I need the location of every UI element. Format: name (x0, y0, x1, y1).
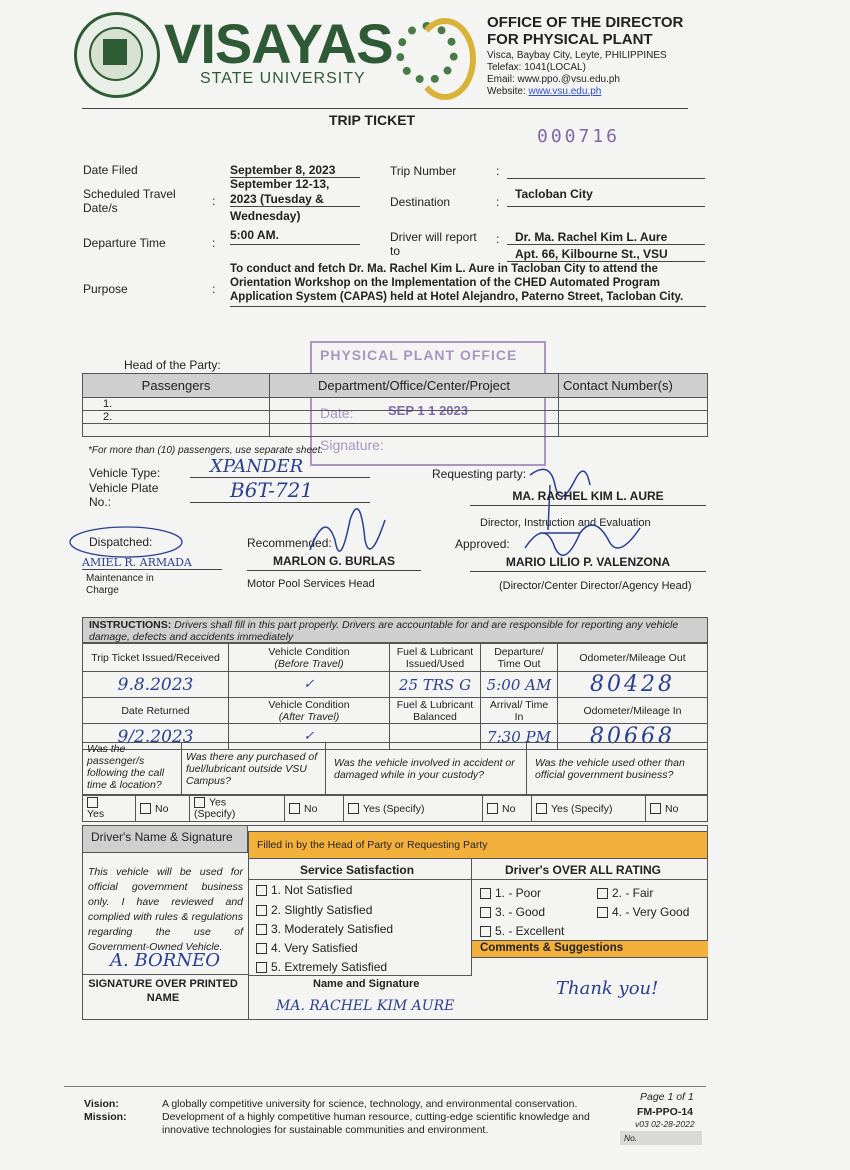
rating-item[interactable] (480, 924, 564, 938)
form-title: TRIP TICKET (329, 112, 416, 128)
vehicle-type-label: Vehicle Type: (89, 466, 161, 480)
rating-item[interactable] (597, 905, 689, 919)
satisfaction-item[interactable] (256, 922, 393, 936)
comments-bar: Comments & Suggestions (472, 940, 708, 958)
office-website-link[interactable]: www.vsu.edu.ph (528, 86, 602, 97)
purpose-value: To conduct and fetch Dr. Ma. Rachel Kim L. Aure in Tacloban City to attend the Orientation Workshop on the Implementation of the CHED Automated Program Application System (CAPAS) held at Hotel Alejandro, Paterno Street, Tacloban City. (230, 262, 706, 307)
answer-label: No (502, 802, 516, 815)
satisfaction-label: 4. Very Satisfied (271, 941, 358, 955)
instructions-label: INSTRUCTIONS: (89, 619, 172, 631)
answer-q4-yes[interactable] (532, 796, 646, 822)
travel-log-table (82, 643, 708, 750)
table-row (83, 424, 708, 437)
form-code: FM-PPO-14 (637, 1106, 694, 1118)
answer-label: Yes (Specify) (363, 802, 425, 815)
office-email: Email: www.ppo.@vsu.edu.ph (487, 74, 620, 85)
scheduled-travel-line1: September 12-13, (230, 177, 330, 191)
dispatched-signature: AMIEL R. ARMADA (82, 556, 222, 570)
v-arrival: 7:30 PM (481, 724, 558, 750)
answer-q3-no[interactable] (483, 796, 532, 822)
satisfaction-label: 1. Not Satisfied (271, 883, 353, 897)
office-address: Visca, Baybay City, Leyte, PHILIPPINES (487, 50, 667, 61)
checkbox-icon (289, 803, 300, 814)
footer-rule (64, 1086, 706, 1087)
stamp-title: PHYSICAL PLANT OFFICE (320, 347, 518, 363)
answers-table (82, 795, 708, 822)
office-telefax: Telefax: 1041(LOCAL) (487, 62, 586, 73)
checkbox-icon (256, 943, 267, 954)
satisfaction-rule (248, 879, 708, 880)
col-department: Department/Office/Center/Project (270, 374, 559, 398)
answer-q1-yes[interactable] (83, 796, 136, 822)
name-sig-rule (248, 975, 472, 976)
checkbox-icon (140, 803, 151, 814)
passenger-row-num: 2. (83, 411, 270, 424)
passengers-note: *For more than (10) passengers, use separate sheet. (88, 445, 324, 456)
rating-item[interactable] (480, 905, 545, 919)
question-purchase: Was there any purchased of fuel/lubricant outside VSU Campus? (182, 743, 326, 795)
table-cell (270, 411, 559, 424)
h-cond-before (229, 644, 390, 672)
question-calltime: Was the passenger/s following the call time & location? (83, 743, 182, 795)
rating-label: 5. - Excellent (495, 924, 565, 938)
vehicle-plate-value: B6T-721 (190, 478, 370, 503)
departure-label: Departure Time (83, 236, 166, 250)
scheduled-travel-label: Scheduled Travel Date/s (83, 187, 176, 215)
approved-name: MARIO LILIO P. VALENZONA (470, 555, 706, 572)
comments-value: Thank you! (556, 978, 659, 999)
v-cond-after: ✓ (229, 724, 390, 750)
vehicle-type-value: XPANDER (190, 456, 370, 478)
scheduled-travel-line3: Wednesday) (230, 209, 301, 223)
h-cond-after (229, 698, 390, 724)
destination-colon: : (496, 195, 500, 209)
university-seal (74, 12, 160, 98)
checkbox-icon (480, 907, 491, 918)
h-ticket: Trip Ticket Issued/Received (83, 644, 229, 672)
header-rule (82, 108, 688, 109)
office-title-line1: OFFICE OF THE DIRECTOR (487, 14, 684, 31)
instructions-text: Drivers shall fill in this part properly. Drivers are accountable for and are responsible for reporting any vehicle damage, defects and accidents immediately (89, 619, 679, 643)
answer-label: No (665, 802, 679, 815)
recommended-title: Motor Pool Services Head (247, 578, 375, 590)
satisfaction-label: 3. Moderately Satisfied (271, 922, 394, 936)
checkbox-icon (256, 924, 267, 935)
trip-number-colon: : (496, 164, 500, 178)
satisfaction-item[interactable] (256, 960, 387, 974)
office-website-row (487, 86, 601, 97)
checkbox-icon (256, 905, 267, 916)
stamp-signature-label: Signature: (320, 437, 384, 453)
answer-q2-no[interactable] (285, 796, 344, 822)
destination-value: Tacloban City (507, 187, 705, 207)
answer-label: No (304, 802, 318, 815)
satisfaction-item[interactable] (256, 941, 358, 955)
date-filed-label: Date Filed (83, 163, 138, 177)
table-row (83, 398, 708, 411)
table-cell (559, 411, 708, 424)
driver-header: Driver's Name & Signature (82, 825, 248, 853)
trip-number-label: Trip Number (390, 164, 457, 178)
answer-label: Yes (87, 807, 105, 820)
head-filled-bar: Filled in by the Head of Party or Requesting Party (248, 831, 708, 859)
answer-label: Yes (Specify) (551, 802, 613, 815)
satisfaction-label: 5. Extremely Satisfied (271, 960, 388, 974)
ticket-number: 000716 (537, 126, 621, 147)
h-returned: Date Returned (83, 698, 229, 724)
page-number: Page 1 of 1 (640, 1091, 694, 1103)
requesting-name: MA. RACHEL KIM L. AURE (470, 489, 706, 506)
university-wordmark-sub: STATE UNIVERSITY (200, 70, 366, 87)
satisfaction-title: Service Satisfaction (300, 863, 415, 877)
requesting-title: Director, Instruction and Evaluation (480, 517, 651, 529)
checkbox-icon (256, 962, 267, 973)
table-cell (270, 424, 559, 437)
v-departure: 5:00 AM (481, 672, 558, 698)
footer-no-label: No. (624, 1133, 638, 1143)
rating-item[interactable] (597, 886, 653, 900)
maintenance-label: Maintenance in Charge (86, 573, 154, 596)
passenger-row-num: 1. (83, 398, 270, 411)
checkbox-icon (194, 797, 205, 808)
h-cond-before-title: Vehicle Condition (268, 645, 350, 658)
rating-title: Driver's OVER ALL RATING (505, 863, 661, 877)
office-title-line2: FOR PHYSICAL PLANT (487, 31, 653, 48)
v-cond-before: ✓ (229, 672, 390, 698)
driver-statement: This vehicle will be used for official government business only. I have reviewed and complied with rules & regulations regarding the use of Government-Owned Vehicle. (88, 866, 243, 953)
stamp-date: SEP 1 1 2023 (388, 403, 468, 418)
rating-label: 3. - Good (495, 905, 546, 919)
h-cond-after-sub: (After Travel) (278, 710, 340, 723)
scheduled-travel-colon: : (212, 194, 216, 208)
trip-number-value (507, 163, 705, 179)
report-label: Driver will report to (390, 230, 477, 258)
h-cond-after-title: Vehicle Condition (268, 698, 350, 711)
answer-label: Yes (209, 796, 227, 809)
vision-label: Vision: (84, 1098, 119, 1110)
date-filed-value: September 8, 2023 (230, 163, 360, 178)
satisfaction-label: 2. Slightly Satisfied (271, 903, 373, 917)
rating-label: 2. - Fair (612, 886, 654, 900)
answer-q2-yes[interactable]: Yes (Specify) (190, 796, 285, 822)
h-fuel-balanced: Fuel & Lubricant Balanced (390, 698, 481, 724)
dispatched-label: Dispatched: (89, 535, 153, 549)
v-fuel-issued: 25 TRS G (390, 672, 481, 698)
approved-label: Approved: (455, 537, 510, 551)
purpose-label: Purpose (83, 282, 128, 296)
destination-label: Destination (390, 195, 451, 209)
h-odo-out: Odometer/Mileage Out (558, 644, 708, 672)
table-row (83, 411, 708, 424)
v-odo-out: 80428 (558, 672, 708, 698)
university-wordmark: VISAYAS (164, 12, 393, 75)
question-accident: Was the vehicle involved in accident or damaged while in your custody? (326, 743, 527, 795)
passengers-table (82, 373, 708, 437)
departure-value: 5:00 AM. (230, 228, 360, 245)
report-value-line2: Apt. 66, Kilbourne St., VSU (507, 247, 705, 262)
report-colon: : (496, 232, 500, 246)
answer-label: No (155, 802, 169, 815)
checkbox-icon (597, 907, 608, 918)
checkbox-icon (480, 926, 491, 937)
ppo-logo (392, 14, 470, 92)
head-of-party-label: Head of the Party: (124, 358, 221, 372)
dispatched-circle (66, 524, 186, 560)
col-passengers: Passengers (83, 374, 270, 398)
h-fuel-issued: Fuel & Lubricant Issued/Used (390, 644, 481, 672)
recommended-label: Recommended: (247, 536, 332, 550)
checkbox-icon (597, 888, 608, 899)
mission-label: Mission: (84, 1111, 127, 1123)
h-odo-in: Odometer/Mileage In (558, 698, 708, 724)
form-version: v03 02-28-2022 (635, 1119, 695, 1129)
driver-sig-rule (82, 974, 248, 975)
table-cell (270, 398, 559, 411)
checkbox-icon (487, 803, 498, 814)
checkbox-icon (536, 803, 547, 814)
answer-q1-no[interactable] (136, 796, 190, 822)
satisfaction-item[interactable] (256, 903, 372, 917)
approved-title: (Director/Center Director/Agency Head) (499, 580, 692, 592)
answer-q4-no[interactable] (646, 796, 708, 822)
checkbox-icon (348, 803, 359, 814)
departure-colon: : (212, 236, 216, 250)
table-cell (559, 398, 708, 411)
questions-table (82, 742, 708, 795)
checkbox-icon (650, 803, 661, 814)
checkbox-icon (480, 888, 491, 899)
stamp-date-label: Date: (320, 405, 354, 421)
h-arrival: Arrival/ Time In (481, 698, 558, 724)
rating-item[interactable] (480, 886, 541, 900)
recommended-name: MARLON G. BURLAS (247, 554, 421, 571)
office-website-label: Website: (487, 86, 529, 97)
scheduled-travel-line2: 2023 (Tuesday & (230, 192, 360, 207)
report-value-line1: Dr. Ma. Rachel Kim L. Aure (507, 230, 705, 245)
table-cell (559, 424, 708, 437)
driver-sig-footer: SIGNATURE OVER PRINTED NAME (88, 978, 238, 1004)
v-returned: 9/2.2023 (83, 724, 229, 750)
instructions-bar (82, 617, 708, 643)
v-odo-in: 80668 (558, 724, 708, 750)
satisfaction-item[interactable] (256, 883, 352, 897)
col-contact: Contact Number(s) (559, 374, 708, 398)
rating-label: 4. - Very Good (612, 905, 690, 919)
answer-q3-yes[interactable] (344, 796, 483, 822)
question-unofficial-use: Was the vehicle used other than official government business? (527, 743, 708, 795)
h-cond-before-sub: (Before Travel) (274, 657, 344, 670)
requesting-party-label: Requesting party: (432, 467, 527, 481)
rating-label: 1. - Poor (495, 886, 542, 900)
purpose-colon: : (212, 282, 216, 296)
vehicle-plate-label: Vehicle Plate No.: (89, 481, 159, 509)
vision-text: A globally competitive university for science, technology, and environmental conservation. (162, 1098, 578, 1110)
v-ticket: 9.8.2023 (83, 672, 229, 698)
name-sig-label: Name and Signature (313, 978, 420, 990)
driver-signature: A. BORNEO (110, 950, 220, 971)
mission-text: Development of a highly competitive human resource, cutting-edge scientific knowledge and innovative technologies for sustainable communities and environment. (162, 1111, 590, 1136)
h-departure: Departure/ Time Out (481, 644, 558, 672)
name-sig-value: MA. RACHEL KIM AURE (276, 998, 455, 1014)
table-cell (83, 424, 270, 437)
checkbox-icon (256, 885, 267, 896)
